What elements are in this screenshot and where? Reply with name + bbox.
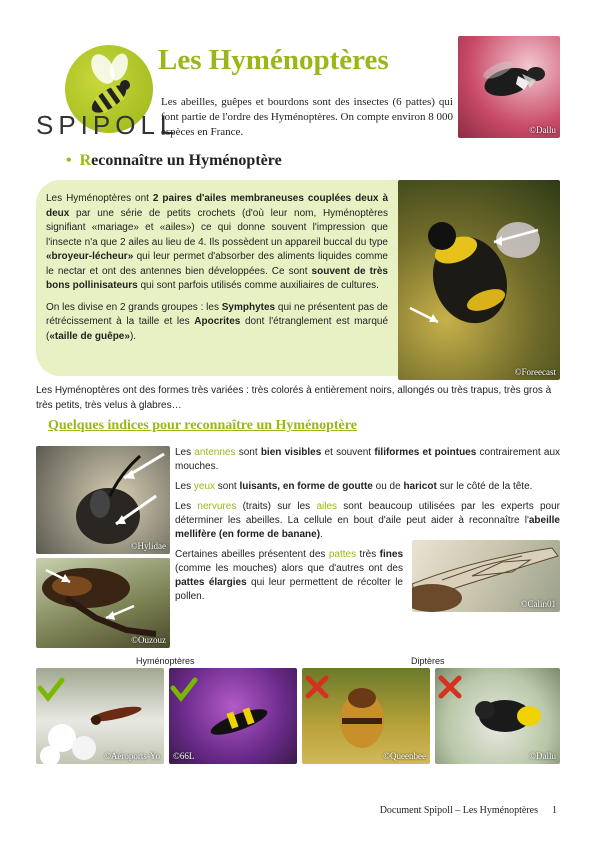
info-paragraph-2: On les divise en 2 grands groupes : les Symphytes qui ne présentent pas de rétrécissement à la taille et les Apocrites dont l'étranglement est marqué («taille de guêpe»). <box>46 301 389 342</box>
photo-credit: ©66L <box>173 751 195 761</box>
photo-credit: ©Foreecast <box>514 367 556 377</box>
clue-pattes: Certaines abeilles présentent des pattes très fines (comme les mouches) alors que d'autres ont des pattes élargies qui leur permettent de récolter le pollen. <box>175 549 404 602</box>
clue-nervures: Les nervures (traits) sur les ailes sont beaucoup utilisées par les experts pour déterminer les abeilles. La cellule en bout d'aile peut aider à reconnaître l'abeille mellifère (en forme de banane). <box>175 501 561 540</box>
clue-yeux: Les yeux sont luisants, en forme de goutte ou de haricot sur le côté de la tête. <box>175 481 533 492</box>
photo-credit: ©Calin01 <box>520 599 556 609</box>
label-hymenopteres: Hyménoptères <box>136 656 195 666</box>
info-box-text <box>46 192 388 351</box>
label-dipteres: Diptères <box>411 656 445 666</box>
photo-credit: ©Aéroports-Yo <box>104 751 160 761</box>
photo-credit: ©Hylidae <box>130 541 166 551</box>
example-photo-3 <box>302 668 430 764</box>
check-icon <box>173 680 195 698</box>
page-title: Les Hyménoptères <box>158 44 389 76</box>
antenna-closeup-photo <box>36 446 170 554</box>
section-title-indices: Quelques indices pour reconnaître un Hyménoptère <box>48 418 357 433</box>
photo-credit: ©Queenbee <box>383 751 426 761</box>
bumblebee-photo <box>398 180 560 380</box>
forms-paragraph: Les Hyménoptères ont des formes très variées : très colorés à entièrement noirs, allongés ou très trapus, très gros à très petits, très velus à glabres… <box>36 385 552 411</box>
check-icon <box>40 680 62 698</box>
footer: Document Spipoll – Les Hyménoptères 1 <box>379 805 557 816</box>
photo-credit: ©Dallu <box>529 125 556 135</box>
wing-veins-photo <box>412 540 560 612</box>
header-bee-photo <box>458 36 560 138</box>
cross-icon <box>441 678 459 696</box>
logo-text: SPIPOLL <box>36 110 180 140</box>
section-title-reconnaitre: • Reconnaître un Hyménoptère <box>66 152 282 169</box>
clue-antennes: Les antennes sont bien visibles et souvent filiformes et pointues contrairement aux mouches. <box>175 447 560 472</box>
example-photo-2 <box>169 668 297 764</box>
example-photo-1 <box>36 668 164 764</box>
cross-icon <box>308 678 326 696</box>
example-photo-4 <box>435 668 560 764</box>
photo-credit: ©Ouzouz <box>131 635 166 645</box>
intro-paragraph: Les abeilles, guêpes et bourdons sont des insectes (6 pattes) qui font partie de l'ordre des Hyménoptères. On compte environ 8 000 espèces en France. <box>161 96 453 138</box>
photo-credit: ©Dallu <box>529 751 556 761</box>
info-paragraph-1: Les Hyménoptères ont 2 paires d'ailes membraneuses couplées deux à deux par une série de petits crochets (d'où leur nom, Hyménoptères signifiant «mariage» et «ailes») ce qui donne souvent l'impression que l'insecte n'a que 2 ailes au lieu de 4. Ils possèdent un appareil buccal du type «broyeur-lécheur» qui leur permet d'absorber des aliments liquides comme le nectar et ont des antennes bien développées. Ce sont souvent de très bons pollinisateurs qui sont parfois utilisés comme auxiliaires de cultures. <box>46 193 389 291</box>
legs-closeup-photo <box>36 558 170 648</box>
